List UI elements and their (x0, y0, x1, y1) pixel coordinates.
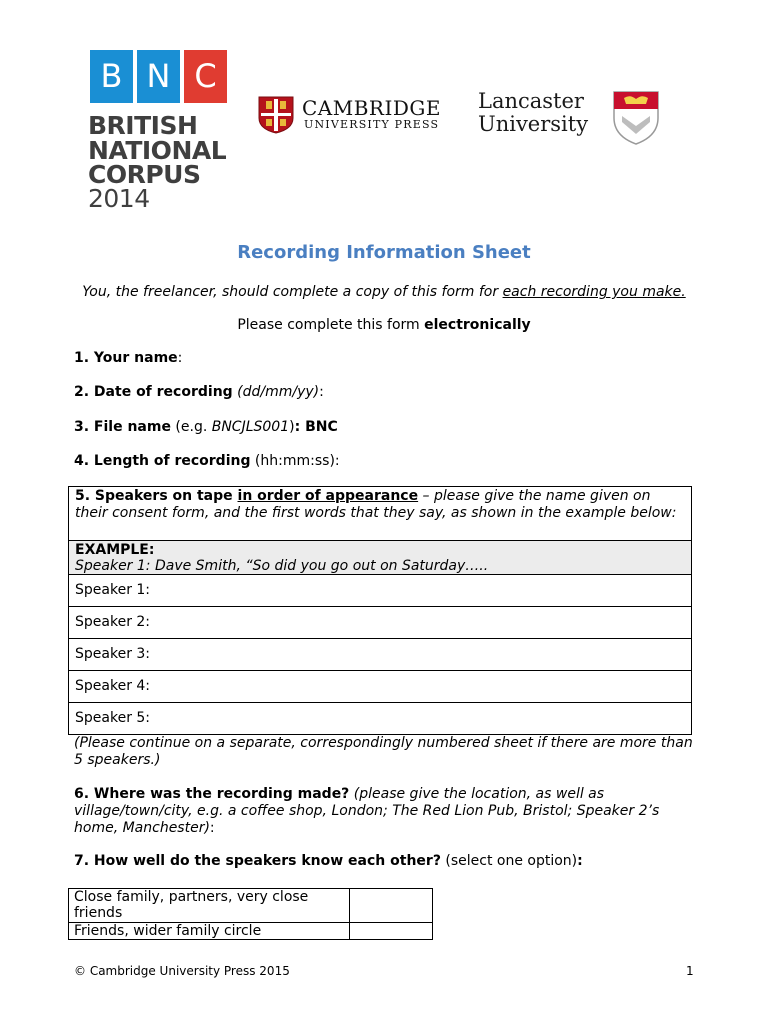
q7-tail: : (577, 853, 583, 869)
speaker-row-3[interactable] (69, 638, 691, 670)
speakers-header-hint: – please give the name given on their consent form, and the first words that they say, as shown in the example below: (75, 488, 677, 521)
bnc-letter-b: B (90, 50, 133, 103)
q7-hint: (select one option) (440, 853, 578, 869)
question-location (74, 786, 694, 837)
relationship-select-1[interactable] (350, 889, 433, 923)
bnc-letter-c: C (184, 50, 227, 103)
relationship-row (69, 889, 433, 923)
relationship-select-2[interactable] (350, 923, 433, 940)
q4-label: 4. Length of recording (74, 453, 251, 469)
lancaster-line1: Lancaster (478, 89, 584, 113)
cambridge-name: CAMBRIDGE (302, 96, 441, 120)
relationship-table (68, 888, 433, 940)
intro-line2 (70, 317, 698, 333)
speaker-row-2[interactable] (69, 606, 691, 638)
question-your-name (74, 350, 182, 367)
speaker-label-4: Speaker 4: (75, 678, 151, 694)
q7-label: 7. How well do the speakers know each other? (74, 853, 441, 869)
lancaster-crest-icon (612, 90, 660, 146)
bnc-line-british: BRITISH (88, 111, 198, 140)
speakers-table (68, 486, 692, 735)
speaker-label-1: Speaker 1: (75, 582, 151, 598)
q3-label: 3. File name (74, 419, 171, 435)
speakers-header (69, 487, 691, 540)
intro-underlined: each recording you make. (502, 284, 686, 300)
relationship-option-2: Friends, wider family circle (69, 923, 350, 940)
question-date (74, 384, 324, 401)
bnc-line-year: 2014 (88, 184, 150, 213)
q2-tail: : (319, 384, 324, 400)
q4-hint: (hh:mm:ss): (250, 453, 340, 469)
q3-hint-post: ) (289, 419, 295, 435)
q3-hint-pre: (e.g. (170, 419, 212, 435)
example-label: EXAMPLE: (75, 542, 155, 558)
q2-hint: (dd/mm/yy) (232, 384, 320, 400)
relationship-row (69, 923, 433, 940)
speakers-header-underlined: in order of appearance (237, 488, 419, 504)
q3-value: : BNC (294, 419, 338, 435)
speakers-header-bold: 5. Speakers on tape (75, 488, 238, 504)
bnc-line-corpus: CORPUS (88, 160, 201, 189)
page-title: Recording Information Sheet (237, 242, 531, 263)
speaker-label-5: Speaker 5: (75, 710, 151, 726)
speaker-row-5[interactable] (69, 702, 691, 734)
speakers-example (69, 540, 691, 574)
lancaster-line2: University (478, 112, 589, 136)
q6-label: 6. Where was the recording made? (74, 786, 350, 802)
bnc-letter-n: N (137, 50, 180, 103)
speakers-note: (Please continue on a separate, correspondingly numbered sheet if there are more than 5 speakers.) (74, 735, 693, 768)
intro-line2-bold: electronically (424, 317, 531, 333)
example-text: Speaker 1: Dave Smith, “So did you go out on Saturday….. (75, 558, 489, 574)
intro-text: You, the freelancer, should complete a copy of this form for (82, 284, 503, 300)
intro-line2-text: Please complete this form (237, 317, 425, 333)
speaker-label-2: Speaker 2: (75, 614, 151, 630)
intro-line1 (70, 284, 698, 300)
q1-tail: : (177, 350, 183, 366)
cambridge-shield-icon (258, 96, 294, 134)
question-file-name (74, 419, 338, 436)
question-relationship (74, 853, 583, 870)
bnc-line-national: NATIONAL (88, 136, 227, 165)
speaker-row-1[interactable] (69, 574, 691, 606)
question-length (74, 453, 340, 470)
cambridge-sub: UNIVERSITY PRESS (304, 118, 440, 131)
q2-label: 2. Date of recording (74, 384, 233, 400)
q3-hint-example: BNCJLS001 (211, 419, 290, 435)
page-number: 1 (686, 964, 694, 978)
q6-tail: : (209, 820, 215, 836)
relationship-option-1: Close family, partners, very close friends (69, 889, 350, 923)
q1-label: 1. Your name (74, 350, 178, 366)
footer-copyright: © Cambridge University Press 2015 (74, 964, 290, 978)
speaker-row-4[interactable] (69, 670, 691, 702)
q6-hint: (please give the location, as well as village/town/city, e.g. a coffee shop, London; The Red Lion Pub, Bristol; Speaker 2’s home, Manchester) (74, 786, 660, 836)
speaker-label-3: Speaker 3: (75, 646, 151, 662)
